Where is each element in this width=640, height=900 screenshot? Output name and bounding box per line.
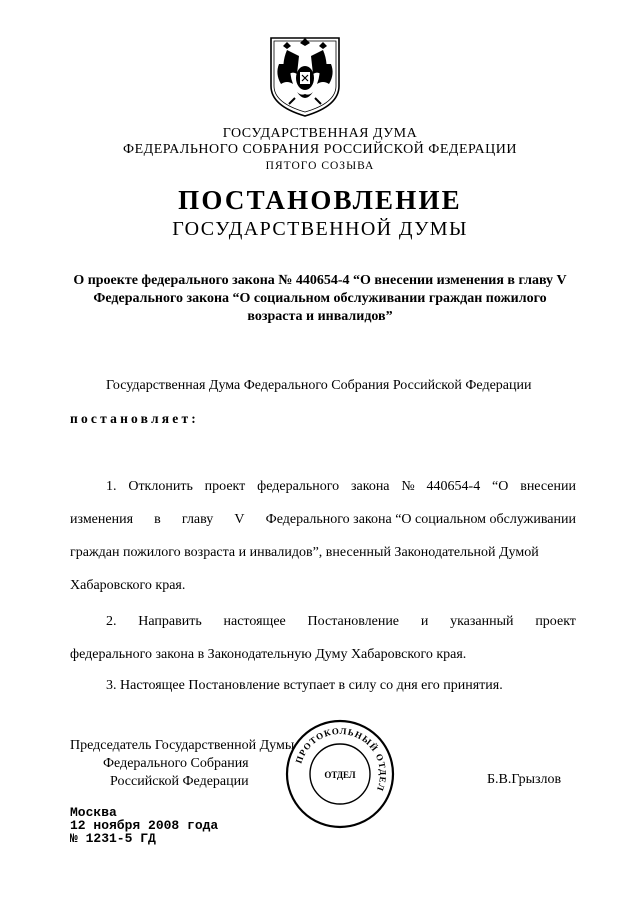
intro-paragraph: Государственная Дума Федерального Собрания Российской Федерации xyxy=(106,378,532,393)
signatory-title-line-1: Председатель Государственной Думы xyxy=(70,738,295,753)
stamp-center-text: ОТДЕЛ xyxy=(324,770,356,780)
resolves-word: постановляет: xyxy=(70,411,199,426)
org-name-line-1: ГОСУДАРСТВЕННАЯ ДУМА xyxy=(222,126,418,141)
item-2-line-2: федерального закона в Законодательную Думу Хабаровского края. xyxy=(70,647,467,662)
resolution-item-1 xyxy=(70,470,576,602)
footer-city: Москва xyxy=(70,805,117,820)
item-1-line-1: 1. Отклонить проект федерального закона № 440654-4 “О внесении xyxy=(106,479,576,494)
protocol-office-stamp xyxy=(284,718,396,830)
resolution-item-2 xyxy=(70,605,576,671)
footer-number: № 1231-5 ГД xyxy=(70,831,156,846)
signatory-title-line-3: Российской Федерации xyxy=(110,774,249,789)
signatory-name: Б.В.Грызлов xyxy=(487,772,562,787)
org-name-line-2: ФЕДЕРАЛЬНОГО СОБРАНИЯ РОССИЙСКОЙ ФЕДЕРАЦИИ xyxy=(123,142,517,157)
footer-date: 12 ноября 2008 года xyxy=(70,818,219,833)
item-1-line-3: граждан пожилого возраста и инвалидов”, внесенный Законодательной Думой xyxy=(70,545,539,560)
item-1-line-2: изменения в главу V Федерального закона “О социальном обслуживании xyxy=(70,512,576,527)
document-subject: О проекте федерального закона № 440654-4 “О внесении изменения в главу V Федерального закона “О социальном обслуживании граждан пожилого возраста и инвалидов” xyxy=(73,273,567,324)
item-1-line-4: Хабаровского края. xyxy=(70,578,186,593)
convocation: ПЯТОГО СОЗЫВА xyxy=(265,160,375,172)
signature-block xyxy=(70,737,294,791)
document-title: ПОСТАНОВЛЕНИЕ xyxy=(178,185,462,215)
signatory-title-line-2: Федерального Собрания xyxy=(103,756,249,771)
document-subtitle: ГОСУДАРСТВЕННОЙ ДУМЫ xyxy=(172,218,468,240)
resolution-item-3: 3. Настоящее Постановление вступает в силу со дня его принятия. xyxy=(106,678,503,693)
coat-of-arms-emblem xyxy=(267,34,343,118)
document-footer xyxy=(70,806,218,845)
item-2-line-1: 2. Направить настоящее Постановление и указанный проект xyxy=(106,614,576,629)
svg-text:ПРОТОКОЛЬНЫЙ ОТДЕЛ: ПРОТОКОЛЬНЫЙ ОТДЕЛ xyxy=(293,725,389,794)
